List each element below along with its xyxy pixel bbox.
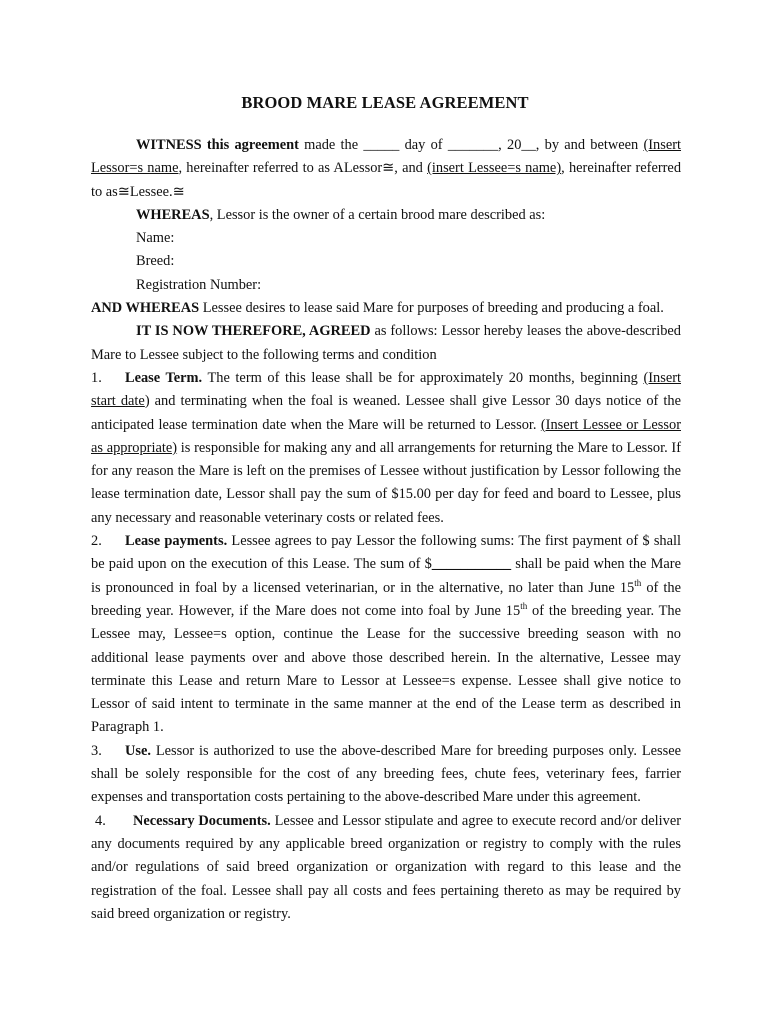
whereas-lead: WHEREAS: [136, 206, 210, 223]
lessee-name-placeholder: (insert Lessee=s name): [427, 160, 562, 177]
section-1-heading: Lease Term.: [125, 369, 203, 386]
witness-text-3: , hereinafter referred to as≅Lessee.≅: [91, 160, 682, 200]
payment-amount-blank: ___________: [431, 556, 512, 573]
and-whereas-lead: AND WHEREAS: [91, 300, 200, 317]
section-2-lease-payments: [91, 530, 681, 740]
document-body: [91, 134, 681, 926]
and-whereas-text: Lessee desires to lease said Mare for purposes of breeding and producing a foal.: [199, 300, 664, 317]
section-4-text-1: Lessee and Lessor stipulate and agree to execute record and/or deliver any documents required by any applicable breed organization or registry to comply with the rules and/or regulations of said breed organization or organization with regard to this lease and the registration of the foal. Lessee shall pay all costs and fees pertaining thereto as may be required by said breed organization or registry.: [91, 812, 681, 922]
mare-breed-line: Breed:: [136, 253, 175, 270]
section-3-heading: Use.: [125, 742, 151, 759]
agreed-text: as follows: Lessor hereby leases the above-described Mare to Lessee subject to the following terms and condition: [91, 323, 681, 363]
section-2-text-2: shall be paid when the Mare is pronounced in foal by a licensed veterinarian, or in the alternative, no later than June 15: [91, 556, 681, 596]
witness-lead: WITNESS this agreement: [136, 137, 299, 153]
section-2-text-1: Lessee agrees to pay Lessor the following sums: The first payment of $ shall be paid upon on the execution of this Lease. The sum of $: [91, 533, 681, 573]
section-4-heading: Necessary Documents.: [133, 812, 271, 829]
section-2-heading: Lease payments.: [125, 533, 228, 550]
section-1-text-3: is responsible for making any and all arrangements for returning the Mare to Lessor. If for any reason the Mare is left on the premises of Lessee without justification by Lessor following the lease termination date, Lessor shall pay the sum of $15.00 per day for feed and board to Lessee, plus any necessary and reasonable veterinary costs or related fees.: [91, 439, 681, 526]
section-1-number: 1.: [91, 369, 102, 386]
start-date-placeholder: (Insert start date: [91, 369, 681, 410]
agreed-paragraph: [91, 320, 681, 367]
section-4-necessary-documents: [91, 810, 681, 926]
whereas-text: , Lessor is the owner of a certain brood mare described as:: [209, 206, 546, 223]
lessor-name-placeholder: (Insert Lessor=s name: [91, 137, 682, 177]
witness-text-2: , hereinafter referred to as ALessor≅, and: [178, 160, 428, 177]
section-1-text-1: The term of this lease shall be for approximately 20 months, beginning: [202, 369, 644, 386]
section-3-text-1: Lessor is authorized to use the above-described Mare for breeding purposes only. Lessee shall be solely responsible for the cost of any breeding fees, chute fees, veterinary fees, farrier expenses and transportation costs pertaining to the above-described Mare under this agreement.: [91, 742, 681, 806]
mare-registration-line: Registration Number:: [136, 276, 262, 293]
agreed-lead: IT IS NOW THEREFORE, AGREED: [136, 323, 371, 340]
section-2-text-3: of the breeding year. However, if the Mare does not come into foal by June 15: [91, 579, 681, 619]
whereas-paragraph: [91, 204, 681, 227]
section-2-number: 2.: [91, 533, 102, 550]
witness-paragraph: [91, 134, 681, 204]
section-4-number: 4.: [95, 812, 106, 829]
ordinal-suffix-2: th: [520, 601, 528, 612]
section-3-number: 3.: [91, 742, 102, 759]
section-1-text-2: ) and terminating when the foal is weaned. Lessee shall give Lessor 30 days notice of the anticipated lease termination date when the Mare will be returned to Lessor.: [91, 393, 681, 433]
document-title: BROOD MARE LEASE AGREEMENT: [241, 93, 529, 112]
and-whereas-paragraph: [91, 297, 681, 320]
section-3-use: [91, 740, 681, 810]
witness-text-1: made the _____ day of _______, 20__, by and between: [298, 137, 644, 153]
mare-name-line: Name:: [136, 230, 175, 247]
ordinal-suffix-1: th: [634, 577, 642, 588]
responsible-party-placeholder: (Insert Lessee or Lessor as appropriate): [91, 416, 681, 456]
section-1-lease-term: [91, 367, 681, 530]
section-2-text-4: of the breeding year. The Lessee may, Lessee=s option, continue the Lease for the successive breeding season with no additional lease payments over and above those described herein. In the alternative, Lessee may terminate this Lease and return Mare to Lessor at Lessee=s expense. Lessee shall give notice to Lessor of said intent to terminate in the same manner at the end of the Lease term as described in Paragraph 1.: [91, 602, 681, 736]
